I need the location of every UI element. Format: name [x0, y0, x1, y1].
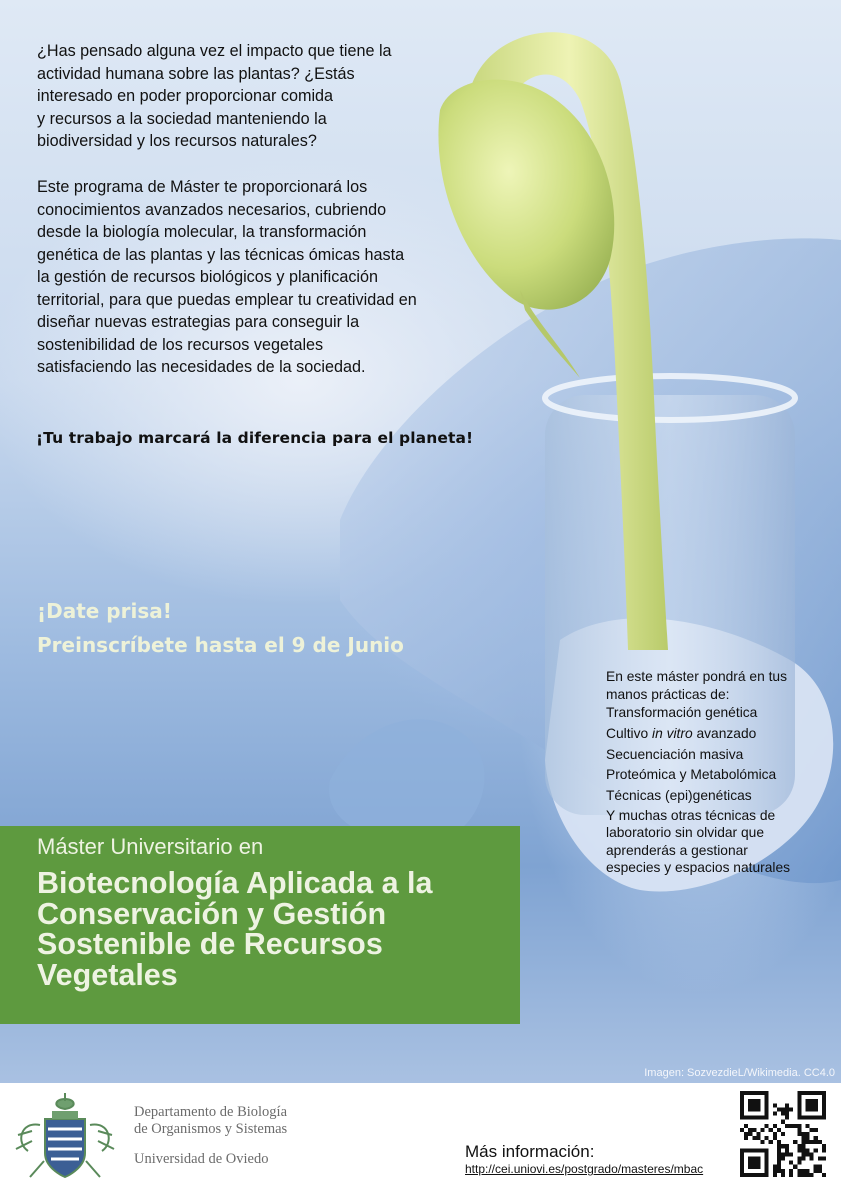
deadline-notice [37, 594, 404, 662]
practices-list [606, 668, 816, 877]
in-vitro-italic: in vitro [652, 725, 693, 741]
intro-line: Este programa de Máster te proporcionará los [37, 178, 368, 196]
slogan: ¡Tu trabajo marcará la diferencia para el planeta! [36, 429, 474, 447]
intro-paragraph-1 [37, 40, 437, 153]
department-line: de Organismos y Sistemas [134, 1121, 288, 1137]
intro-line: genética de las plantas y las técnicas ómicas hasta [37, 245, 405, 264]
program-title-line: Biotecnología Aplicada a la [37, 866, 433, 900]
practices-closing-line: laboratorio sin olvidar que [606, 825, 764, 841]
practices-closing-line: aprenderás a gestionar [606, 842, 748, 858]
intro-line: sostenibilidad de los recursos vegetales [37, 335, 324, 354]
program-title-line: Conservación y Gestión [37, 896, 387, 931]
intro-line: territorial, para que puedas emplear tu creatividad en [37, 290, 417, 309]
practice-item: Secuenciación masiva [606, 746, 744, 762]
more-info-label: Más información: [465, 1142, 595, 1161]
practice-item: Proteómica y Metabolómica [606, 767, 777, 783]
practices-closing-line: especies y espacios naturales [606, 860, 791, 876]
intro-line: actividad humana sobre las plantas? ¿Estás [37, 64, 355, 83]
program-title-line: Sostenible de Recursos [37, 927, 383, 961]
deadline-line-1: ¡Date prisa! [37, 599, 172, 623]
practices-intro-line: manos prácticas de: [606, 686, 730, 702]
image-credit: Imagen: SozvezdieL/Wikimedia. CC4.0 [644, 1067, 835, 1079]
intro-line: biodiversidad y los recursos naturales? [37, 132, 317, 150]
practices-intro-line: En este máster pondrá en tus [606, 669, 787, 684]
intro-line: ¿Has pensado alguna vez el impacto que tiene la [37, 42, 392, 60]
university-name: Universidad de Oviedo [134, 1151, 269, 1167]
practices-closing-line: Y muchas otras técnicas de [606, 807, 776, 823]
more-info-link[interactable]: http://cei.uniovi.es/postgrado/masteres/mbac [465, 1162, 704, 1176]
deadline-line-2: Preinscríbete hasta el 9 de Junio [37, 633, 404, 657]
intro-line: desde la biología molecular, la transformación [37, 223, 367, 241]
program-title [37, 868, 499, 990]
qr-code-icon[interactable] [740, 1091, 826, 1177]
intro-line: interesado en poder proporcionar comida [37, 87, 334, 105]
in-vitro-prefix: Cultivo [606, 725, 653, 741]
program-title-line: Vegetales [37, 957, 178, 992]
intro-line: y recursos a la sociedad manteniendo la [37, 109, 327, 128]
practice-item-in-vitro [606, 724, 816, 745]
program-subtitle: Máster Universitario en [37, 834, 264, 859]
intro-line: conocimientos avanzados necesarios, cubriendo [37, 200, 387, 219]
intro-line: satisfaciendo las necesidades de la sociedad. [37, 358, 366, 376]
in-vitro-suffix: avanzado [692, 725, 757, 741]
practice-item: Técnicas (epi)genéticas [606, 788, 752, 804]
intro-paragraph-2 [37, 176, 437, 379]
footer [0, 1083, 841, 1190]
program-title-band [0, 826, 520, 1024]
intro-line: la gestión de recursos biológicos y planificación [37, 268, 379, 286]
department-name [134, 1104, 287, 1138]
department-line: Departamento de Biología [134, 1104, 288, 1120]
university-crest-icon [10, 1091, 120, 1183]
practice-item: Transformación genética [606, 705, 758, 720]
intro-line: diseñar nuevas estrategias para conseguir la [37, 313, 360, 331]
